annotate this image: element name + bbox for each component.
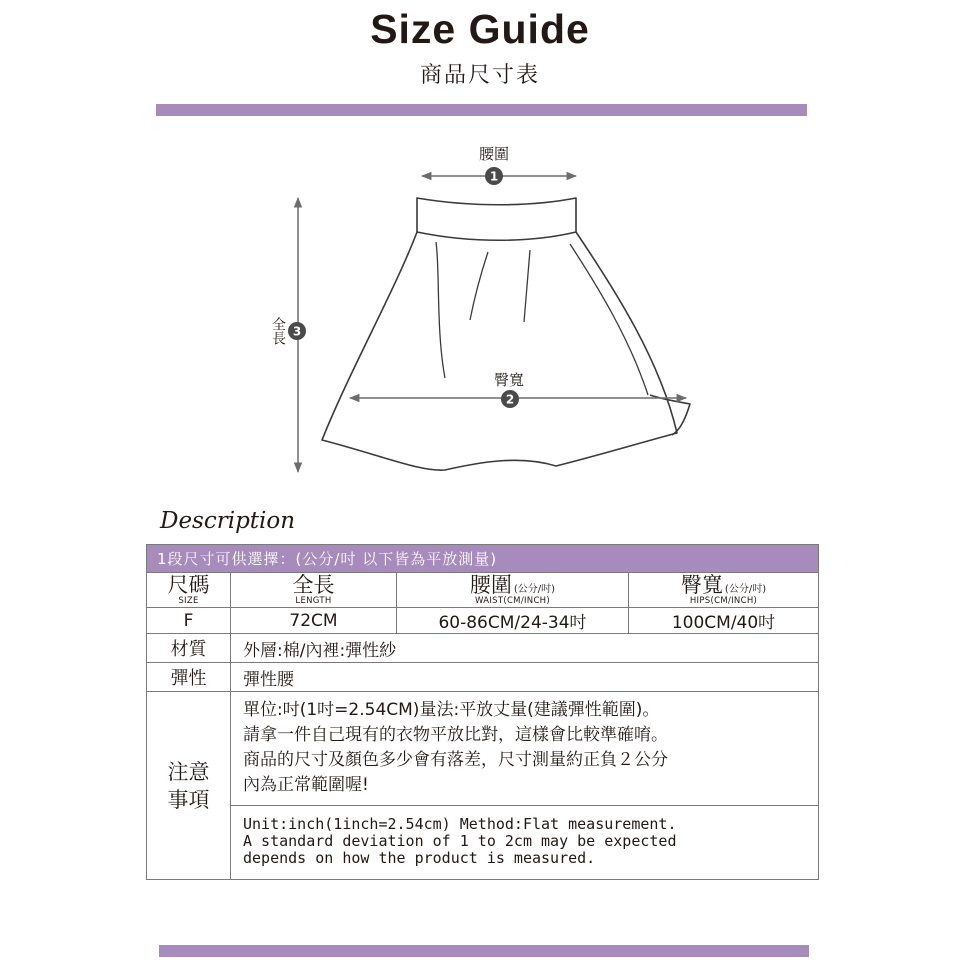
elastic-label: 彈性 [147,663,231,692]
material-label: 材質 [147,634,231,663]
col-hips-unit: (公分/吋) [724,584,767,596]
skirt-outline [322,198,690,470]
page-subtitle: 商品尺寸表 [419,63,540,88]
length-number: 3 [292,324,302,339]
cell-waist: 60-86CM/24-34吋 [397,608,629,634]
notes-en-line: A standard deviation of 1 to 2cm may be expected [243,832,677,850]
col-length-en: LENGTH [295,596,332,607]
notes-label-line-1: 注意 [167,759,210,784]
material-value: 外層:棉/內裡:彈性紗 [231,634,819,663]
waist-label: 腰圍 [478,145,510,163]
notes-zh-line: 商品的尺寸及顏色多少會有落差，尺寸測量約正負２公分 [243,750,668,770]
table-header-bar: 1段尺寸可供選擇：(公分/吋 以下皆為平放測量) [147,545,819,573]
col-hips-en: HIPS(CM/INCH) [689,596,758,607]
col-header-size [147,573,231,608]
notes-zh-line: 單位:吋(1吋=2.54CM)量法:平放丈量(建議彈性範圍)。 [243,700,660,720]
waist-number: 1 [489,169,499,184]
notes-row-zh [147,692,819,806]
col-waist-en: WAIST(CM/INCH) [474,596,550,607]
notes-chinese [231,692,819,806]
col-waist-zh: 腰圍 [469,573,512,598]
description-heading: Description [160,508,296,534]
col-size-zh: 尺碼 [167,573,210,598]
notes-en-line: depends on how the product is measured. [243,849,596,867]
notes-en-line: Unit:inch(1inch=2.54cm) Method:Flat measurement. [243,815,677,833]
notes-zh-line: 內為正常範圍喔! [243,775,369,795]
table-row [147,608,819,634]
hips-label: 臀寬 [493,371,525,389]
cell-hips: 100CM/40吋 [629,608,819,634]
material-row [147,634,819,663]
col-hips-zh: 臀寬 [680,573,723,598]
cell-size: F [147,608,231,634]
col-header-waist [397,573,629,608]
table-column-headers [147,573,819,608]
notes-row-en [147,806,819,880]
notes-zh-line: 請拿一件自己現有的衣物平放比對，這樣會比較準確唷。 [243,725,668,745]
notes-label [147,692,231,880]
col-header-hips [629,573,819,608]
elastic-value: 彈性腰 [231,663,819,692]
size-table [146,544,819,880]
col-header-length [231,573,397,608]
length-label: 全長 [270,317,286,345]
elastic-row [147,663,819,692]
bottom-divider-bar [159,945,809,957]
col-length-zh: 全長 [292,573,335,598]
notes-label-line-2: 事項 [167,787,210,812]
notes-english [231,806,819,880]
col-waist-unit: (公分/吋) [513,584,556,596]
cell-length: 72CM [231,608,397,634]
page-title: Size Guide [370,6,590,52]
hips-number: 2 [505,392,515,407]
col-size-en: SIZE [178,596,199,607]
